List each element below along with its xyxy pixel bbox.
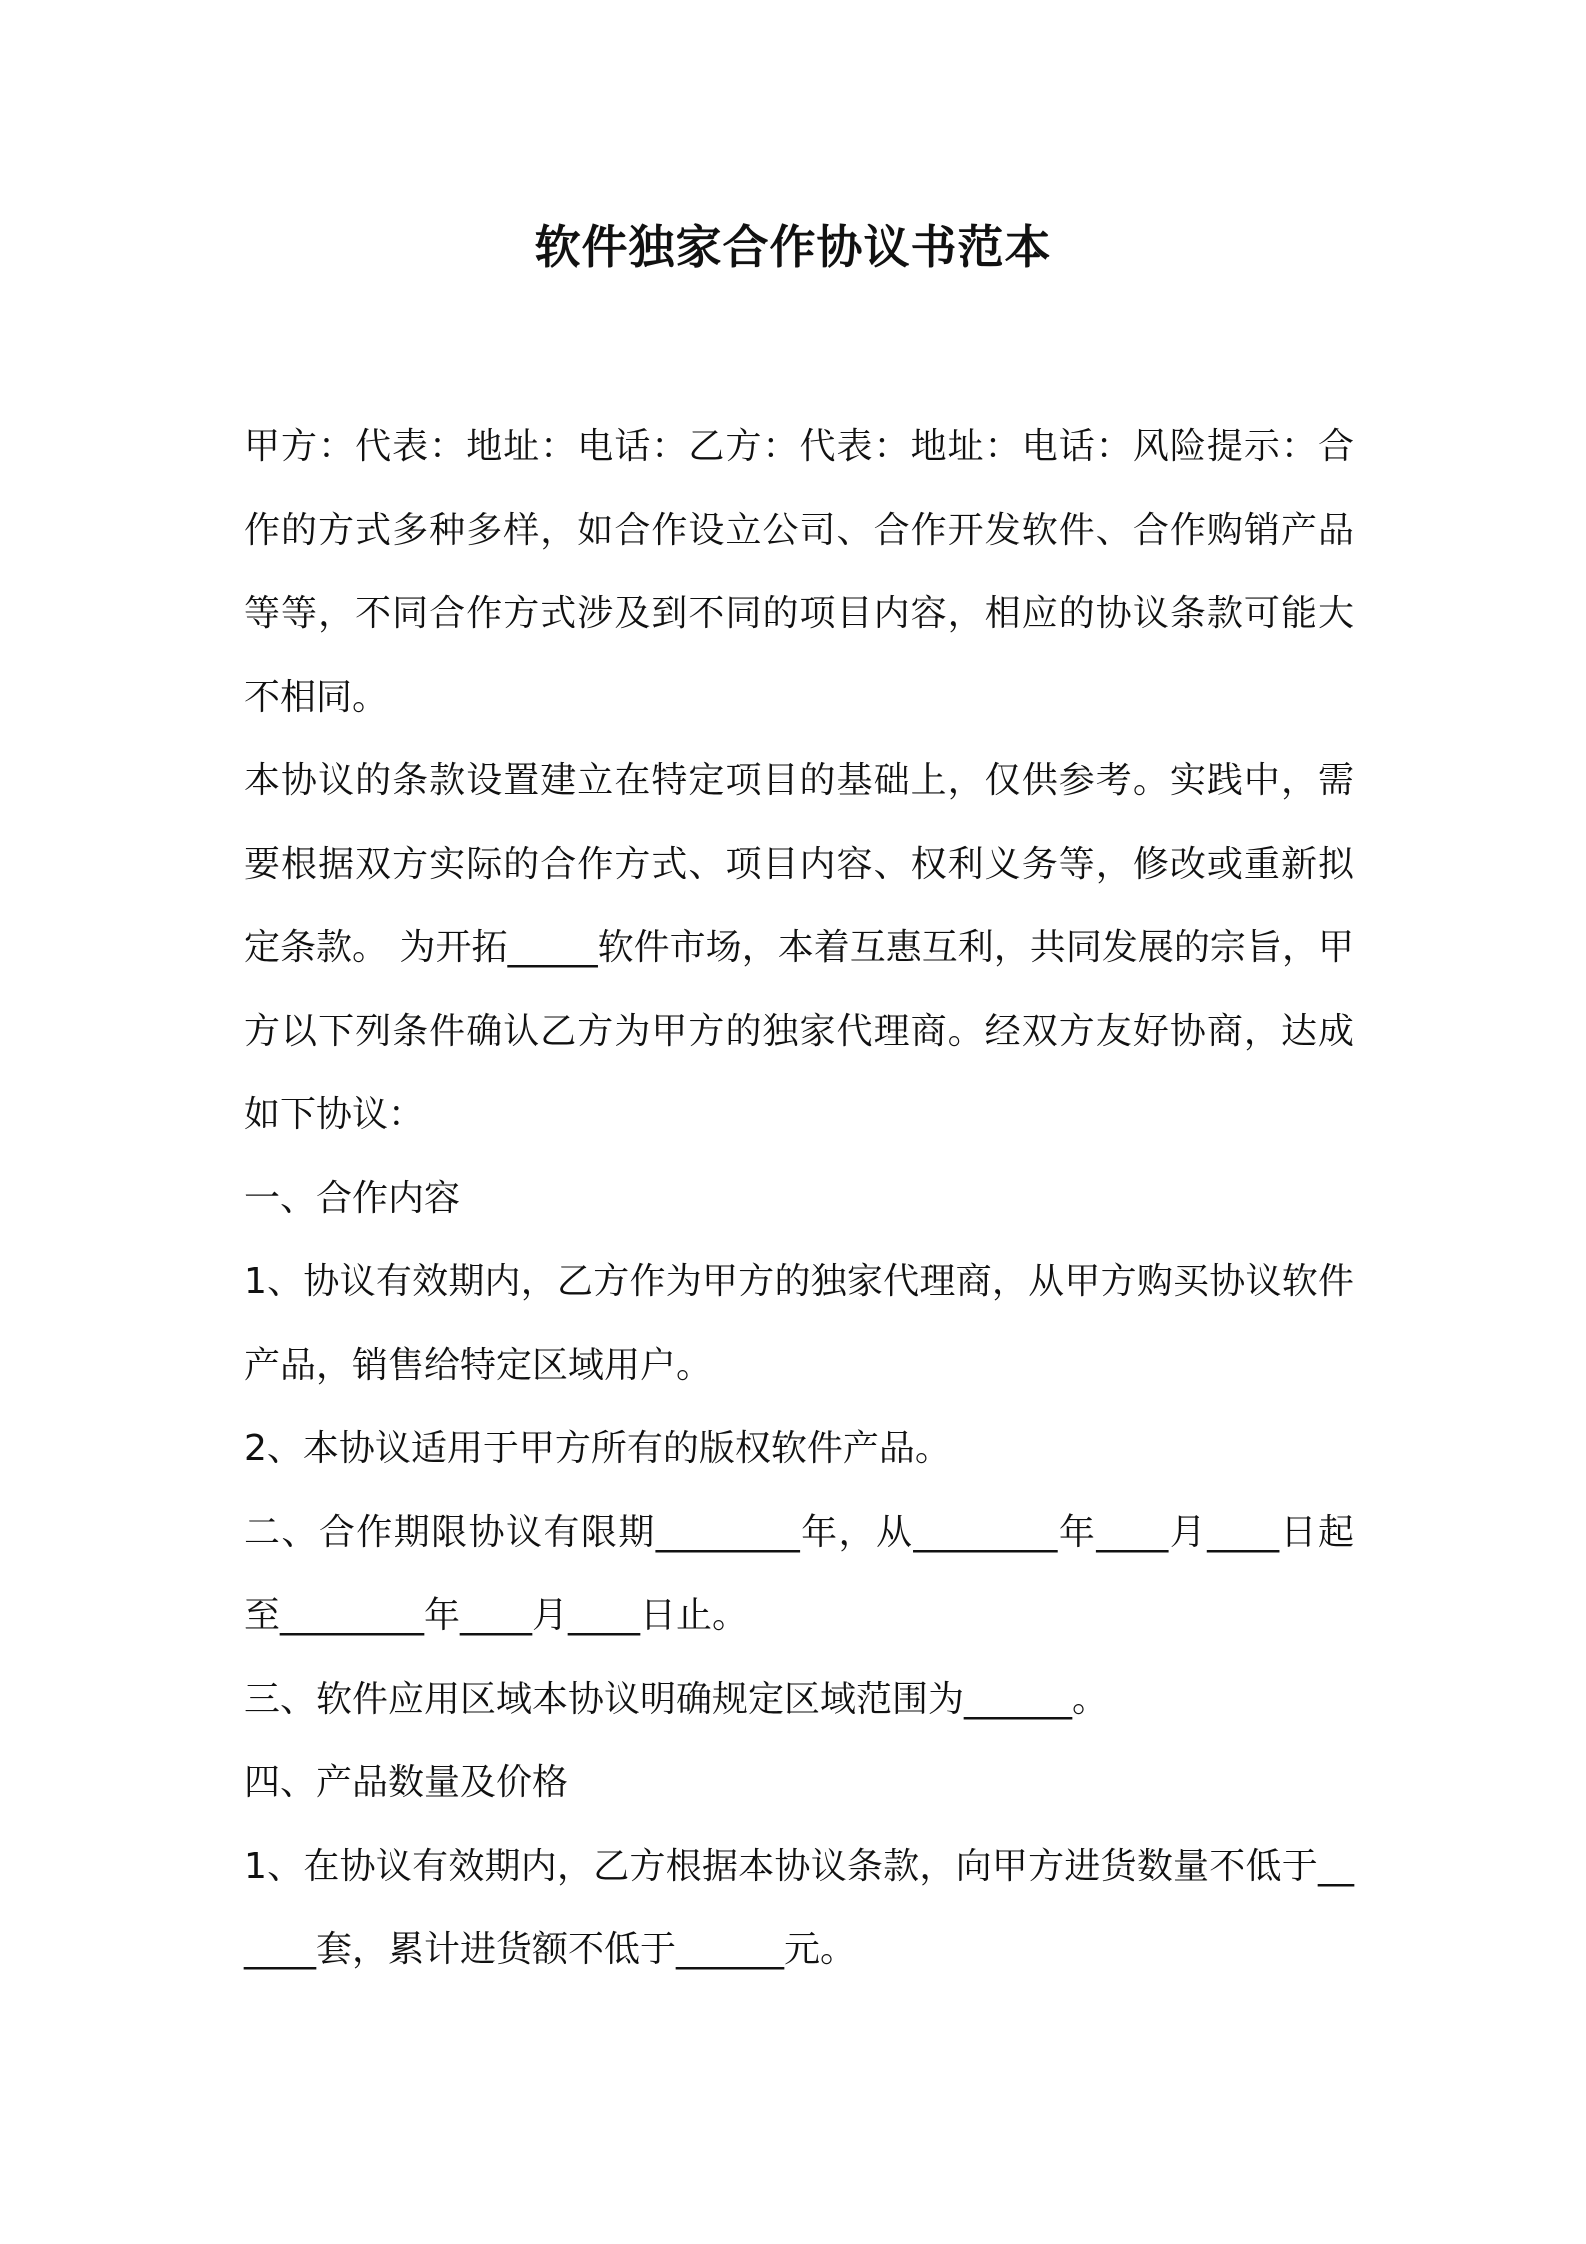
section-heading-cooperation-content: 一、合作内容 xyxy=(244,1177,461,1219)
paragraph-preamble: 本协议的条款设置建立在特定项目的基础上，仅供参考。实践中，需要根据双方实际的合作方式、项目内容、权利义务等，修改或重新拟定条款。 为开拓_____软件市场，本着互惠互利，共同发展的宗旨，甲方以下列条件确认乙方为甲方的独家代理商。经双方友好协商，达成如下协议： xyxy=(244,760,1354,1135)
section-heading-quantity-price: 四、产品数量及价格 xyxy=(244,1762,569,1803)
section-application-region: 三、软件应用区域本协议明确规定区域范围为______。 xyxy=(244,1678,1109,1720)
clause-2-applicable-products: 2、本协议适用于甲方所有的版权软件产品。 xyxy=(244,1428,951,1469)
document-title: 软件独家合作协议书范本 xyxy=(534,220,1052,274)
clause-1-minimum-purchase: 1、在协议有效期内，乙方根据本协议条款，向甲方进货数量不低于______套，累计进货额不低于______元。 xyxy=(244,1845,1354,1970)
document-body xyxy=(244,405,1354,1992)
paragraph-parties-risk-notice: 甲方：代表：地址：电话：乙方：代表：地址：电话：风险提示：合作的方式多种多样，如合作设立公司、合作开发软件、合作购销产品等等，不同合作方式涉及到不同的项目内容，相应的协议条款可能大不相同。 xyxy=(244,426,1354,718)
section-cooperation-term: 二、合作期限协议有限期________年，从________年____月____日起至________年____月____日止。 xyxy=(244,1511,1354,1636)
clause-1-exclusive-agent: 1、协议有效期内，乙方作为甲方的独家代理商，从甲方购买协议软件产品，销售给特定区域用户。 xyxy=(244,1261,1354,1386)
